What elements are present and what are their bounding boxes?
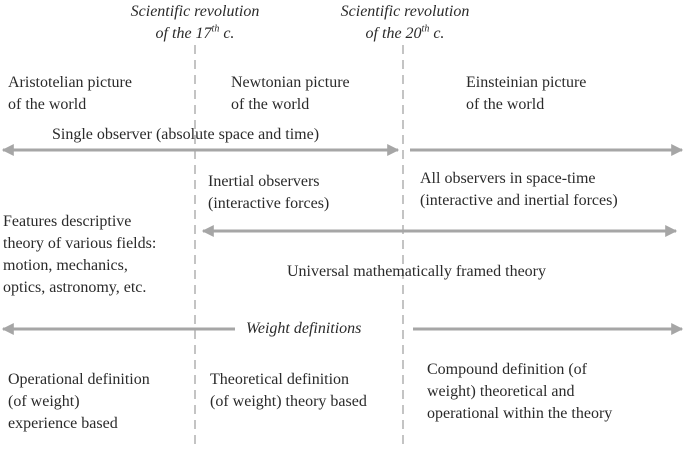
revolution-20th-line1: Scientific revolution <box>340 3 470 20</box>
einsteinian-picture: Einsteinian picture of the world <box>466 74 587 113</box>
aristotelian-picture: Aristotelian picture of the world <box>8 74 132 113</box>
revolution-17th-line1: Scientific revolution <box>130 3 260 20</box>
all-observers: All observers in space-time (interactive and inertial forces) <box>420 170 618 209</box>
inertial-observers: Inertial observers (interactive forces) <box>208 173 330 212</box>
revolution-20th-line2: of the 20th c. <box>365 23 445 42</box>
revolution-20th-header <box>315 1 495 45</box>
weight-definitions-label: Weight definitions <box>246 320 362 337</box>
revolution-17th-line2: of the 17th c. <box>155 23 235 42</box>
universal-theory-label: Universal mathematically framed theory <box>287 263 547 280</box>
features-descriptive-theory: Features descriptive theory of various fields: motion, mechanics, optics, astronomy, etc. <box>3 213 157 296</box>
operational-definition: Operational definition (of weight) experience based <box>8 371 150 432</box>
revolution-17th-header <box>110 1 280 45</box>
compound-definition: Compound definition (of weight) theoretical and operational within the theory <box>427 361 613 422</box>
single-observer-label: Single observer (absolute space and time) <box>52 126 320 143</box>
newtonian-picture: Newtonian picture of the world <box>231 74 350 113</box>
theoretical-definition: Theoretical definition (of weight) theory based <box>210 371 367 410</box>
